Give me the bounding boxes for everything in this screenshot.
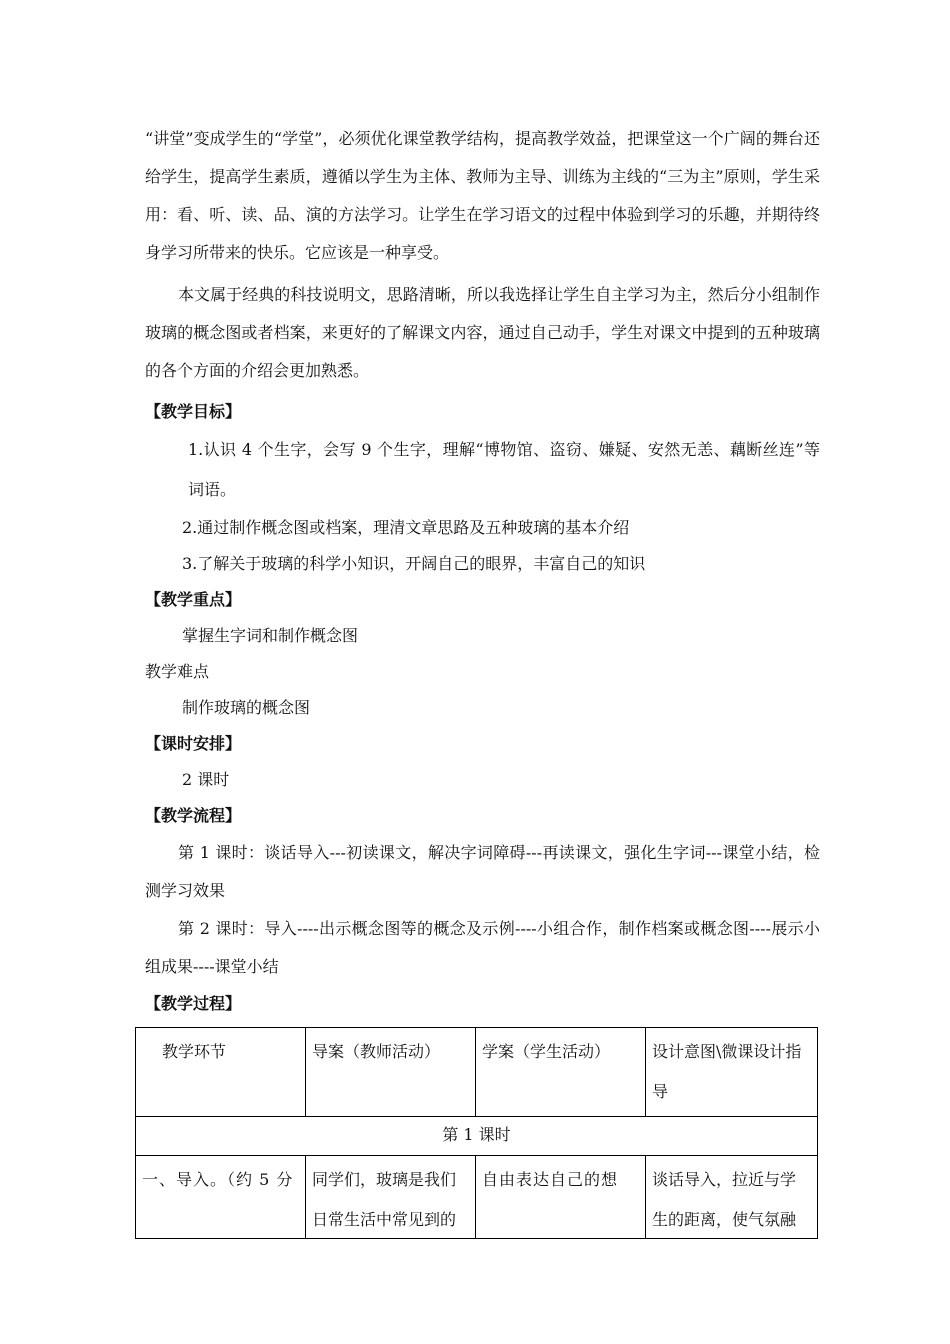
intro-paragraph-2: 本文属于经典的科技说明文，思路清晰，所以我选择让学生自主学习为主，然后分小组制作玻璃的概念图或者档案，来更好的了解课文内容，通过自己动手，学生对课文中提到的五种玻璃的各个方面的介绍会更加熟悉。 <box>145 285 820 380</box>
section-label: 第 1 课时 <box>136 1117 818 1156</box>
process-heading: 【教学流程】 <box>145 806 242 825</box>
goals-heading: 【教学目标】 <box>145 402 242 421</box>
table-header-cell: 学案（学生活动） <box>476 1028 646 1117</box>
table-cell: 谈话导入，拉近与学生的距离，使气氛融 <box>646 1156 818 1239</box>
table-cell: 一、导入。（约 5 分 <box>136 1156 306 1239</box>
goal-item-3: 3.了解关于玻璃的科学小知识，开阔自己的眼界，丰富自己的知识 <box>182 554 646 573</box>
teaching-process-table <box>135 1027 818 1239</box>
schedule-heading: 【课时安排】 <box>145 734 242 753</box>
table-cell: 自由表达自己的想 <box>476 1156 646 1239</box>
table-section-row <box>136 1117 818 1156</box>
schedule-text: 2 课时 <box>182 770 230 789</box>
table-header-cell: 导案（教师活动） <box>306 1028 476 1117</box>
table-cell: 同学们，玻璃是我们日常生活中常见到的 <box>306 1156 476 1239</box>
difficulty-heading: 教学难点 <box>145 662 210 681</box>
table-header-row <box>136 1028 818 1117</box>
difficulty-text: 制作玻璃的概念图 <box>182 698 311 717</box>
course-heading: 【教学过程】 <box>145 994 242 1013</box>
table-row <box>136 1156 818 1239</box>
table-header-cell: 教学环节 <box>136 1028 306 1117</box>
process-step-2: 第 2 课时：导入----出示概念图等的概念及示例----小组合作，制作档案或概念图----展示小组成果----课堂小结 <box>145 919 820 976</box>
document-body <box>145 120 820 1022</box>
goal-item-1: 1.认识 4 个生字，会写 9 个生字，理解“博物馆、盗窃、嫌疑、安然无恙、藕断丝连”等词语。 <box>188 440 820 499</box>
table-header-cell: 设计意图\微课设计指导 <box>646 1028 818 1117</box>
key-point-text: 掌握生字词和制作概念图 <box>182 626 359 645</box>
goal-item-2: 2.通过制作概念图或档案，理清文章思路及五种玻璃的基本介绍 <box>182 518 630 537</box>
intro-paragraph-1: “讲堂”变成学生的“学堂”，必须优化课堂教学结构，提高教学效益，把课堂这一个广阔的舞台还给学生，提高学生素质，遵循以学生为主体、教师为主导、训练为主线的“三为主”原则，学生采用：看、听、读、品、演的方法学习。让学生在学习语文的过程中体验到学习的乐趣，并期待终身学习所带来的快乐。它应该是一种享受。 <box>145 129 820 262</box>
key-point-heading: 【教学重点】 <box>145 590 242 609</box>
process-step-1: 第 1 课时：谈话导入---初读课文，解决字词障碍---再读课文，强化生字词---课堂小结，检测学习效果 <box>145 843 820 900</box>
